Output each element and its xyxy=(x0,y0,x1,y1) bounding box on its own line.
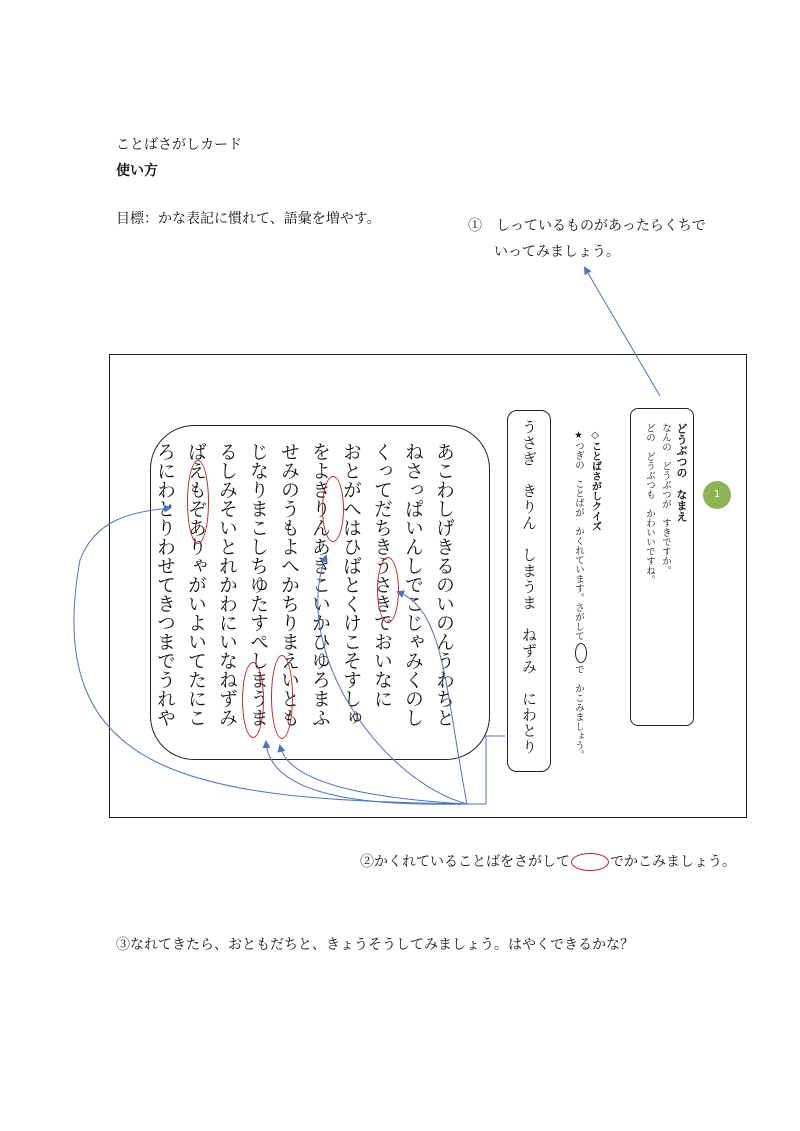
red-oval-icon xyxy=(571,853,609,871)
answer-circle-niwatori xyxy=(187,460,209,544)
quiz-line3: で かこみましょう。 xyxy=(573,664,584,760)
quiz-title: ◇ことばさがしクイズ xyxy=(589,430,601,531)
page-number-badge: 1 xyxy=(703,481,731,509)
answer-circle-kirin xyxy=(322,476,344,542)
theme-line2: どの どうぶつも かわいいですね。 xyxy=(644,423,655,585)
step3-instruction: ③なれてきたら、おともだちと、きょうそうしてみましょう。はやくできるかな？ xyxy=(116,937,634,953)
grid-column-7: じなりまこしちゆたすぺしまうま xyxy=(247,442,269,727)
quiz-instructions xyxy=(570,430,603,760)
grid-column-5: をよきりんあきこいかひゆろまふ xyxy=(309,442,331,727)
theme-line1: なんの どうぶつが すきですか。 xyxy=(660,423,671,575)
grid-column-8: るしみそいとれかわにいなねずみ xyxy=(216,442,238,727)
step2-after: でかこみましょう。 xyxy=(610,854,736,870)
grid-column-10: ろにわとりわせてきつまでうれや xyxy=(154,442,176,727)
step1-line2: いってみましょう。 xyxy=(494,244,620,260)
grid-column-2: ねさっぱいんしでこじゃみくのし xyxy=(402,442,424,727)
oval-shape-icon xyxy=(575,643,587,663)
grid-column-6: せみのうもよへかちりまえいとも xyxy=(278,442,300,727)
answer-circle-shimauma xyxy=(271,655,293,739)
grid-column-9: ばえもぞありゃがいよいてたにこ xyxy=(185,442,207,727)
answer-circle-usagi xyxy=(377,557,399,623)
answer-word-list xyxy=(507,410,551,772)
grid-column-3: くってだちきうさきでおいなに xyxy=(371,442,393,708)
quiz-line2: さがして xyxy=(573,602,584,641)
step1-instruction xyxy=(468,213,706,265)
page-title: ことばさがしカード xyxy=(116,137,242,153)
answer-circle-nezumi xyxy=(242,662,264,738)
grid-column-1: あこわしげきるのいのんうわちと xyxy=(433,442,455,727)
answer-words: うさぎ きりん しまうま ねずみ にわとり xyxy=(520,419,538,755)
quiz-line1: ★つぎの ことばが かくれています。 xyxy=(573,430,584,603)
step2-before: ②かくれていることばをさがして xyxy=(360,854,570,870)
step2-instruction xyxy=(360,851,736,871)
usage-heading: 使い方 xyxy=(116,163,158,179)
theme-title: どうぶつの なまえ xyxy=(675,423,688,522)
theme-box xyxy=(630,408,694,726)
step1-line1: ① しっているものがあったらくちで xyxy=(468,218,706,234)
goal-text: 目標：かな表記に慣れて、語彙を増やす。 xyxy=(116,211,381,227)
grid-column-4: おとがへはひばとくけこそすしゅ xyxy=(340,442,362,727)
